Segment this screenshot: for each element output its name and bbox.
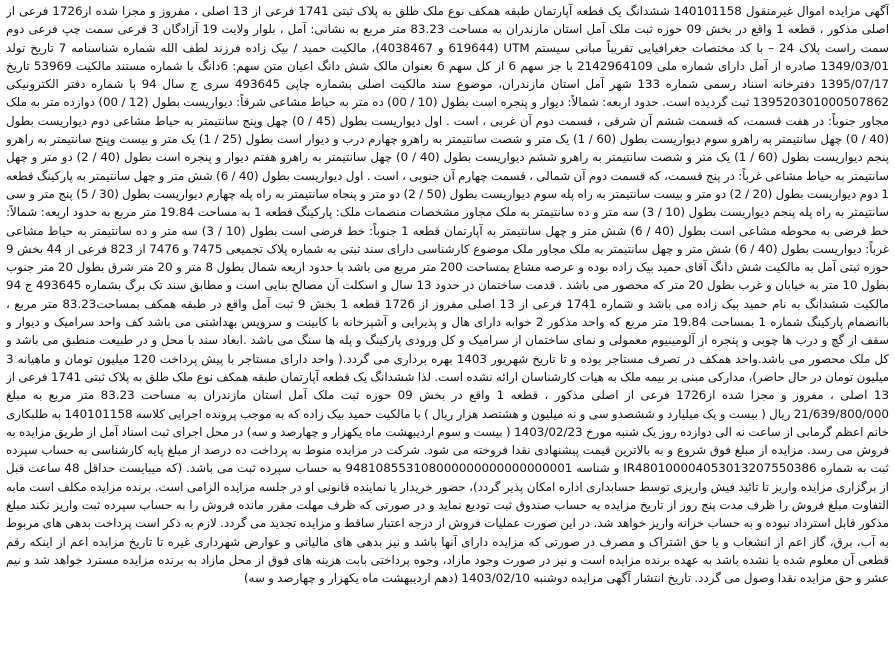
auction-notice-text: آگهی مزایده اموال غیرمنقول 140101158 ششدانگ یک قطعه آپارتمان طبقه همکف نوع ملک طلق به پلاک ثبتی 1741 فرعی از 13 اصلی ، مفروز و مجزا شده از1726 فرعی از اصلی مذکور ، قطعه 1 واقع در بخش 09 حوزه ثبت ملک آمل استان مازندران به مساحت 83.23 متر مربع به نشانی: آمل ، بلوار ولایت 19 آزادگان 3 فرعی سمت چپ فرعی دوم سمت راست پلاک 24 – با کد مختصات جغرافیایی تقریباً مبانی سیستم UTM (619644 و 4038467)، مالکیت حمید / بیک زاده فرزند لطف الله شماره شناسنامه 7 تاریخ تولد 1349/03/01 صادره از آمل دارای شماره ملی 2142964109 با جز سهم 6 از کل سهم 6 بعنوان مالک شش دانگ اعیان متن سهم: 6دانگ با شماره مستند مالکیت 53969 تاریخ 1395/07/17 دفترخانه اسناد رسمی شماره 133 شهر آمل استان مازندران، موضوع سند مالکیت اصلی بشماره چاپی 493645 سری ج سال 94 با شماره دفتر الکترونیکی 139520301000507862 ثبت گردیده است. حدود اربعه: شمالاً: دیوار و پنجره است بطول (10 / 00) ده متر به حیاط مشاعی شرقاً: دیواریست بطول (12 / 00) دوازده متر به ملک مجاور جنوباً: در هفت قسمت، که قسمت ششم آن شرقی ، قسمت دوم آن غربی ، است . اول دیواریست بطول (45 / 0) چهل وپنج سانتیمتر به حیاط مشاعی دوم دیواریست بطول (40 / 0) چهل سانتیمتر به راهرو سوم دیواریست بطول (60 / 1) یک متر و شصت سانتیمتر به راهرو چهارم درب و دیوار است بطول (25 / 1) یک متر و بیست وپنج سانتیمتر به راهرو پنجم دیواریست بطول (60 / 1) یک متر و شصت سانتیمتر به راهرو ششم دیواریست بطول (40 / 0) چهل سانتیمتر به راهرو هفتم دیوار و پنجره است بطول (40 / 2) دو متر و چهل سانتیمتر به حیاط مشاعی غرباً: در پنج قسمت، که قسمت دوم آن شمالی ، قسمت چهارم آن جنوبی ، است . اول دیواریست بطول (40 / 6) شش متر و چهل سانتیمتر به پارکینگ قطعه 1 دوم دیواریست بطول (20 / 2) دو متر و بیست سانتیمتر به راه پله سوم دیواریست بطول (50 / 2) دو متر و پنجاه سانتیمتر به راه پله چهارم دیواریست بطول (30 / 5) پنج متر و سی سانتیمتر به راه پله پنجم دیواریست بطول (10 / 3) سه متر و ده سانتیمتر به ملک مجاور مشخصات منضمات ملک: پارکینگ قطعه 1 به مساحت 19.84 متر مربع به حدود اربعه: شمالاً: خط فرضی به محوطه مشاعی است بطول (40 / 6) شش متر و چهل سانتیمتر به آپارتمان قطعه 1 جنوباً: خط فرضی است بطول (10 / 3) سه متر و ده سانتیمتر به حیاط مشاعی غرباً: دیواریست بطول (40 / 6) شش متر و چهل سانتیمتر به ملک مجاور ملک موضوع کارشناسی دارای سند ثبتی به شماره پلاک تجمیعی 7475 و 7476 از 823 فرعی از 44 بخش 9 حوزه ثبتی آمل به مالکیت شش دانگ آقای حمید بیک زاده بوده و عرصه مشاع بمساحت 200 متر مربع می باشد با حدود اربعه شمال بطول 8 متر و 20 متر شرق بطول 20 متر جنوب بطول 10 متر به خیابان و غرب بطول 20 متر که محصور می باشد . قدمت ساختمان در حدود 13 سال و اسکلت آن مصالح بنایی است و مطابق سند تک برگ بشماره 493645 ج 94 مالکیت ششدانگ به نام حمید بیک زاده می باشد و شماره 1741 فرعی از 13 اصلی مفروز از 1726 قطعه 1 بخش 9 ثبت آمل واقع در طبقه همکف بمساحت83.23 متر مربع ، باانضمام پارکینگ شماره 1 بمساحت 19.84 متر مربع که واحد مذکور 2 خوابه دارای هال و پذیرایی و آشپزخانه با کابینت و سرویس بهداشتی می باشد کف واحد سرامیک و دیوار و سقف از گچ و درب ها چوبی و پنجره از آلومینیوم معمولی و نمای ساختمان از سرامیک و کل ورودی پارکینگ و پله ها سنگ می باشد .ابعاد سند با محل و در طبیعت منطبق می باشد و کل ملک محصور می باشد.واحد همکف در تصرف مستاجر بوده و تا تاریخ شهریور 1403 بهره برداری می گردد.( واحد دارای مستاجر با پیش پرداخت 120 میلیون تومان و ماهیانه 3 میلیون تومان در حال حاضر)، مدارکی مبنی بر بیمه ملک به هیات کارشناسان ارائه نشده است. لذا ششدانگ یک قطعه آپارتمان طبقه همکف نوع ملک طلق به پلاک ثبتی 1741 فرعی از 13 اصلی ، مفروز و مجزا شده از1726 فرعی از اصلی مذکور ، قطعه 1 واقع در بخش 09 حوزه ثبت ملک آمل استان مازندران به مساحت 83.23 متر مربع به مبلغ 21/639/800/000 ریال ( بیست و یک میلیارد و ششصدو سی و نه میلیون و هشتصد هزار ریال ) با مالکیت حمید بیک زاده که به موجب پرونده اجرایی کلاسه 140101158 به طلبکاری خانم اعظم گرمابی از ساعت نه الی دوازده روز یک شنبه مورخ 1403/02/23 ( بیست و سوم اردیبهشت ماه یکهزار و چهارصد و سه) در محل اجرای ثبت اسناد آمل از طریق مزایده به فروش می رسد. مزایده از مبلغ فوق شروع و به بالاترین قیمت پیشنهادی نقدا فروخته می شود. شرکت در مزایده منوط به پرداخت ده درصد از مبلغ پایه کارشناسی به حساب سپرده ثبت به شماره IR480100004053013207550386 و شناسه 948108553108000000000000000001 به حساب سپرده ثبت می باشد. (که میبایست حداقل 48 ساعت قبل از برگزاری مزایده واریز تا تائید فیش واریزی توسط حسابداری اداره امکان پذیر گردد)، حضور خریدار یا نماینده قانونی او در جلسه مزایده الزامی است. برنده مزایده مکلف است مابه التفاوت مبلغ فروش را ظرف مدت پنج روز از تاریخ مزایده به حساب صندوق ثبت تودیع نماید و در صورتی که ظرف مهلت مقرر مانده فروش را به حساب سپرده ثبت واریز نکند مبلغ مذکور قابل استرداد نبوده و به حساب خزانه واریز خواهد شد. در این صورت عملیات فروش از درجه اعتبار ساقط و مزایده تجدید می گردد. لازم به ذکر است پرداخت بدهی های مربوط به آب، برق، گاز اعم از انشعاب و یا حق اشتراک و مصرف در صورتی که مزایده دارای آنها باشد و نیز بدهی های مالیاتی و عوارض شهرداری غیره تا تاریخ مزایده اعم از اینکه رقم قطعی آن معلوم شده یا نشده باشد به عهده برنده مزایده است و نیز در صورت وجود مازاد، وجوه پرداختی بابت هزینه های فوق از محل مازاد به برنده مزایده مسترد خواهد شد و نیم عشر و حق مزایده نقدا وصول می گردد. تاریخ انتشار آگهی مزایده دوشنبه 1403/02/10 (دهم اردیبهشت ماه یکهزار و چهارصد و سه)	[6, 4, 889, 586]
auction-notice	[6, 2, 889, 669]
